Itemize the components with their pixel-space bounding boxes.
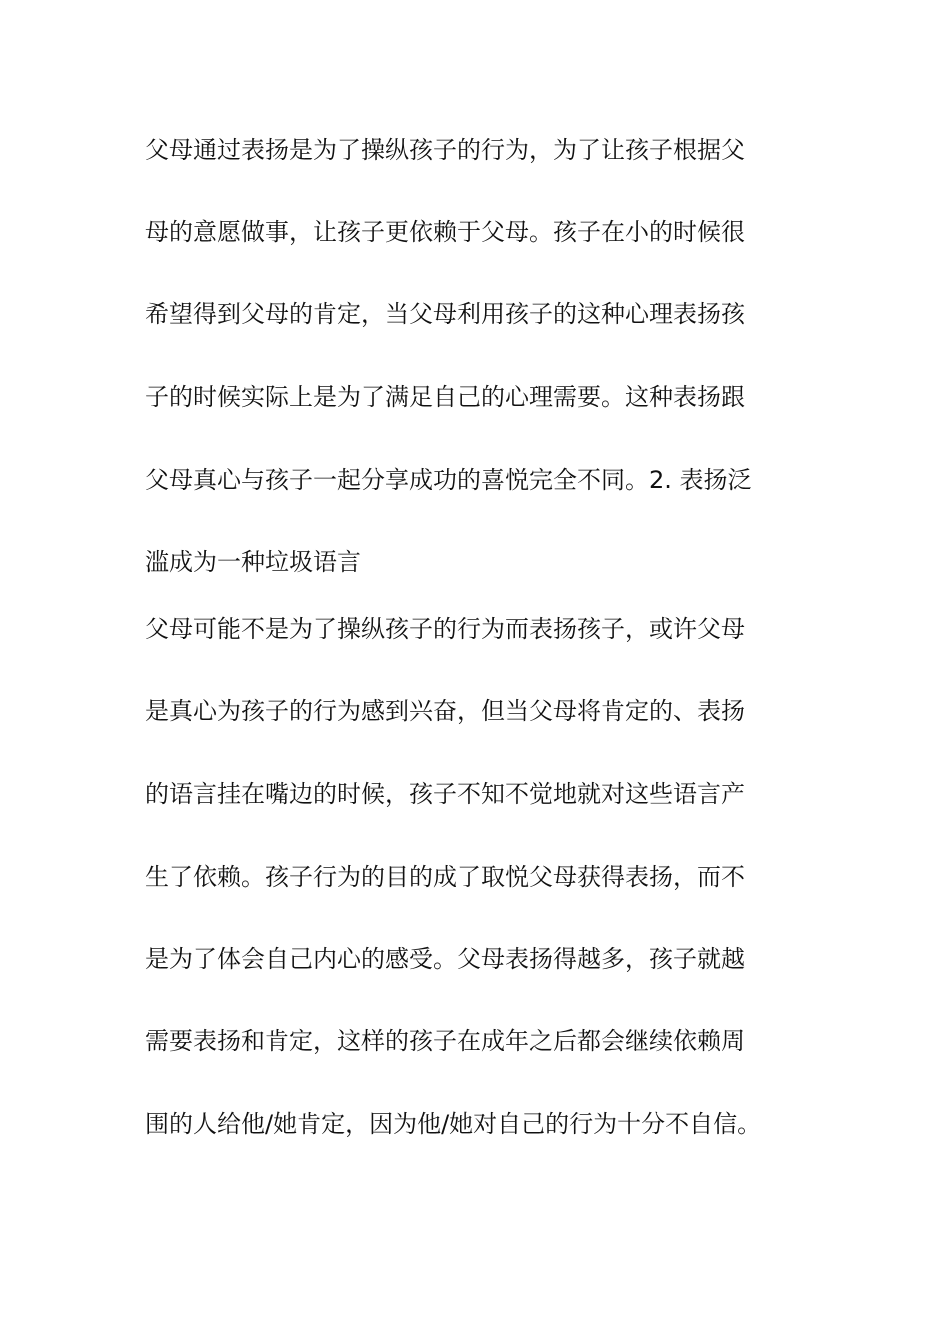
paragraph-1-line-3: 希望得到父母的肯定，当父母利用孩子的这种心理表扬孩 (145, 300, 745, 328)
paragraph-1-line-1: 父母通过表扬是为了操纵孩子的行为，为了让孩子根据父 (145, 136, 745, 164)
paragraph-2-line-5: 是为了体会自己内心的感受。父母表扬得越多，孩子就越 (145, 945, 745, 973)
paragraph-2-line-7: 围的人给他/她肯定，因为他/她对自己的行为十分不自信。 (145, 1110, 762, 1138)
paragraph-2-line-6: 需要表扬和肯定，这样的孩子在成年之后都会继续依赖周 (145, 1027, 745, 1055)
paragraph-2-line-2: 是真心为孩子的行为感到兴奋，但当父母将肯定的、表扬 (145, 697, 745, 725)
paragraph-1-line-6: 滥成为一种垃圾语言 (145, 548, 361, 576)
paragraph-1-line-4: 子的时候实际上是为了满足自己的心理需要。这种表扬跟 (145, 383, 745, 411)
paragraph-2-line-3: 的语言挂在嘴边的时候，孩子不知不觉地就对这些语言产 (145, 780, 745, 808)
paragraph-2-line-1: 父母可能不是为了操纵孩子的行为而表扬孩子，或许父母 (145, 615, 745, 643)
paragraph-1-line-5: 父母真心与孩子一起分享成功的喜悦完全不同。2. 表扬泛 (145, 466, 752, 494)
paragraph-1-line-2: 母的意愿做事，让孩子更依赖于父母。孩子在小的时候很 (145, 218, 745, 246)
paragraph-2-line-4: 生了依赖。孩子行为的目的成了取悦父母获得表扬，而不 (145, 863, 745, 891)
